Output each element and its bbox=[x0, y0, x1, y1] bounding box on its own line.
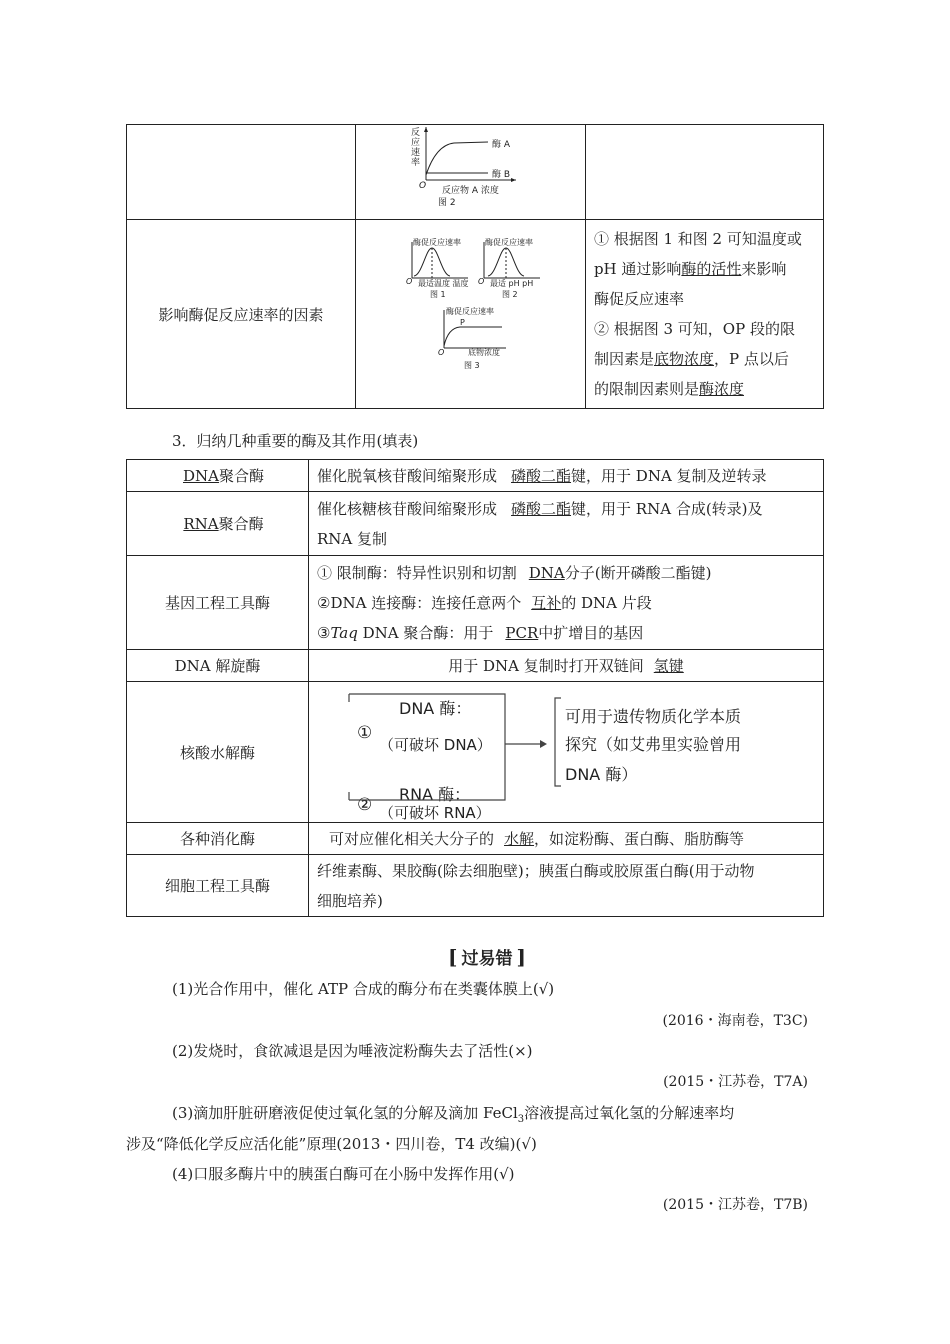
fig3-xlabel: 底物浓度 bbox=[467, 348, 500, 357]
fig2-curve-a bbox=[426, 142, 488, 175]
fig3-caption: 图 3 bbox=[463, 361, 480, 370]
helicase-function: 用于 DNA 复制时打开双链间 氢键 bbox=[309, 650, 824, 682]
answer-substrate-concentration: 底物浓度 bbox=[653, 350, 714, 368]
desc-line-6a: 的限制因素则是 bbox=[593, 380, 699, 398]
fig2-series-b: 酶 B bbox=[491, 170, 510, 180]
fig3-ylabel: 酶促反应速率 bbox=[445, 307, 494, 316]
nuclease-name: 核酸水解酶 bbox=[127, 682, 309, 823]
fig2b-origin: O bbox=[477, 277, 485, 286]
dnase-name: DNA 酶： bbox=[399, 699, 472, 718]
error-source-1: (2016・海南卷，T3C) bbox=[662, 1013, 808, 1029]
desc-line-5b: ，P 点以后 bbox=[713, 350, 789, 368]
nuclease-use-1: 可用于遗传物质化学本质 bbox=[565, 707, 742, 726]
fig3-curve bbox=[444, 327, 502, 346]
nuclease-use-2: 探究（如艾弗里实验曾用 bbox=[565, 735, 742, 754]
answer-pcr: PCR bbox=[505, 623, 539, 642]
row-label-factors bbox=[127, 220, 356, 409]
gene-engineering-name: 基因工程工具酶 bbox=[127, 556, 309, 650]
desc-line-4: ② 根据图 3 可知，OP 段的限 bbox=[593, 320, 795, 338]
fig2-xlabel: 反应物 A 浓度 bbox=[441, 186, 499, 196]
dna-polymerase-function: 催化脱氧核苷酸间缩聚形成 磷酸二酯键，用于 DNA 复制及逆转录 bbox=[309, 460, 824, 492]
fig3-point: P bbox=[459, 318, 465, 327]
answer-hydrogen-bond: 氢键 bbox=[653, 657, 684, 675]
cell-factors-desc bbox=[585, 220, 823, 409]
digestive-name: 各种消化酶 bbox=[127, 823, 309, 855]
rnase-desc: （可破坏 RNA） bbox=[379, 804, 491, 822]
section-3-heading: 3．归纳几种重要的酶及其作用(填表) bbox=[172, 432, 419, 450]
fig1-xlabel: 最适温度 温度 bbox=[417, 279, 469, 288]
fig2-ylabel-3: 速 bbox=[410, 148, 420, 158]
cell-empty-right bbox=[585, 125, 823, 220]
cell-engineering-name: 细胞工程工具酶 bbox=[127, 855, 309, 917]
top-table bbox=[126, 124, 824, 406]
nuclease-function bbox=[309, 682, 824, 823]
dnase-desc: （可破坏 DNA） bbox=[379, 736, 492, 754]
desc-line-1: ① 根据图 1 和图 2 可知温度或 bbox=[593, 230, 802, 248]
answer-phosphodiester-2: 磷酸二酯 bbox=[511, 499, 572, 518]
error-source-4: (2015・江苏卷，T7B) bbox=[662, 1197, 808, 1213]
error-item-4: (4)口服多酶片中的胰蛋白酶可在小肠中发挥作用(√) bbox=[172, 1165, 515, 1183]
fig2-caption: 图 2 bbox=[437, 198, 456, 208]
fig1-ylabel: 酶促反应速率 bbox=[412, 238, 461, 247]
nuclease-use-3: DNA 酶） bbox=[565, 765, 638, 784]
answer-enzyme-activity: 酶的活性 bbox=[681, 260, 742, 278]
answer-complementary: 互补 bbox=[531, 593, 562, 612]
cell-figures-1-3 bbox=[355, 220, 585, 409]
fig2-ylabel-2: 应 bbox=[410, 138, 420, 148]
error-item-3-cont: 涉及“降低化学反应活化能”原理(2013・四川卷，T4 改编)(√) bbox=[126, 1135, 537, 1153]
fig2-ylabel-4: 率 bbox=[410, 158, 420, 168]
errors-title: [ 过易错 ] bbox=[448, 945, 526, 969]
error-source-2: (2015・江苏卷，T7A) bbox=[663, 1074, 808, 1090]
rnase-name: RNA 酶： bbox=[399, 785, 471, 804]
answer-enzyme-concentration: 酶浓度 bbox=[698, 380, 744, 398]
fig2-series-a: 酶 A bbox=[491, 140, 510, 150]
arrow-head bbox=[540, 740, 547, 748]
error-item-3: (3)滴加肝脏研磨液促使过氧化氢的分解及滴加 FeCl$_3$溶液提高过氧化氢的分解速率均 bbox=[172, 1104, 735, 1125]
fig3-origin: O bbox=[437, 348, 445, 357]
fig1-caption: 图 1 bbox=[429, 290, 446, 299]
figure-2-chart bbox=[356, 125, 585, 219]
error-item-1: (1)光合作用中，催化 ATP 合成的酶分布在类囊体膜上(√) bbox=[172, 980, 555, 998]
error-item-2: (2)发烧时，食欲减退是因为唾液淀粉酶失去了活性(×) bbox=[172, 1042, 533, 1060]
fig2-ylabel-1: 反 bbox=[410, 128, 420, 138]
answer-dna: DNA bbox=[528, 563, 565, 582]
fig2b-xlabel: 最适 pH pH bbox=[489, 279, 534, 288]
gene-engineering-function: ① 限制酶：特异性识别和切割 DNA分子(断开磷酸二酯键) ②DNA 连接酶：连接任意两个 互补的 DNA 片段 ③Taq DNA 聚合酶：用于 PCR中扩增目的基因 bbox=[309, 556, 824, 650]
nuclease-num-2: ② bbox=[357, 795, 373, 815]
fig2b-ylabel: 酶促反应速率 bbox=[484, 238, 533, 247]
enzyme-table bbox=[126, 459, 824, 917]
dna-polymerase-name: DNA聚合酶 bbox=[127, 460, 309, 492]
fig1-origin: O bbox=[405, 277, 413, 286]
figures-1-3 bbox=[356, 220, 585, 408]
desc-line-2a: pH 通过影响 bbox=[593, 260, 682, 278]
cell-engineering-function: 纤维素酶、果胶酶(除去细胞壁)；胰蛋白酶或胶原蛋白酶(用于动物 细胞培养) bbox=[309, 855, 824, 917]
nuclease-num-1: ① bbox=[357, 723, 373, 743]
bracket-right bbox=[555, 698, 561, 786]
nuclease-diagram bbox=[309, 682, 823, 822]
factors-label: 影响酶促反应速率的因素 bbox=[158, 305, 324, 324]
desc-line-3: 酶促反应速率 bbox=[593, 290, 684, 308]
fig2-origin: O bbox=[418, 181, 427, 191]
cell-empty-left bbox=[127, 125, 356, 220]
desc-line-2b: 来影响 bbox=[741, 260, 787, 278]
cell-fig2 bbox=[355, 125, 585, 220]
desc-line-5a: 制因素是 bbox=[593, 350, 654, 368]
answer-phosphodiester-1: 磷酸二酯 bbox=[511, 467, 572, 485]
fig2b-caption: 图 2 bbox=[501, 290, 518, 299]
helicase-name: DNA 解旋酶 bbox=[127, 650, 309, 682]
digestive-function: 可对应催化相关大分子的 水解，如淀粉酶、蛋白酶、脂肪酶等 bbox=[309, 823, 824, 855]
rna-polymerase-name: RNA聚合酶 bbox=[127, 492, 309, 556]
rna-polymerase-function: 催化核糖核苷酸间缩聚形成 磷酸二酯键，用于 RNA 合成(转录)及 RNA 复制 bbox=[309, 492, 824, 556]
answer-hydrolysis: 水解 bbox=[504, 830, 535, 848]
